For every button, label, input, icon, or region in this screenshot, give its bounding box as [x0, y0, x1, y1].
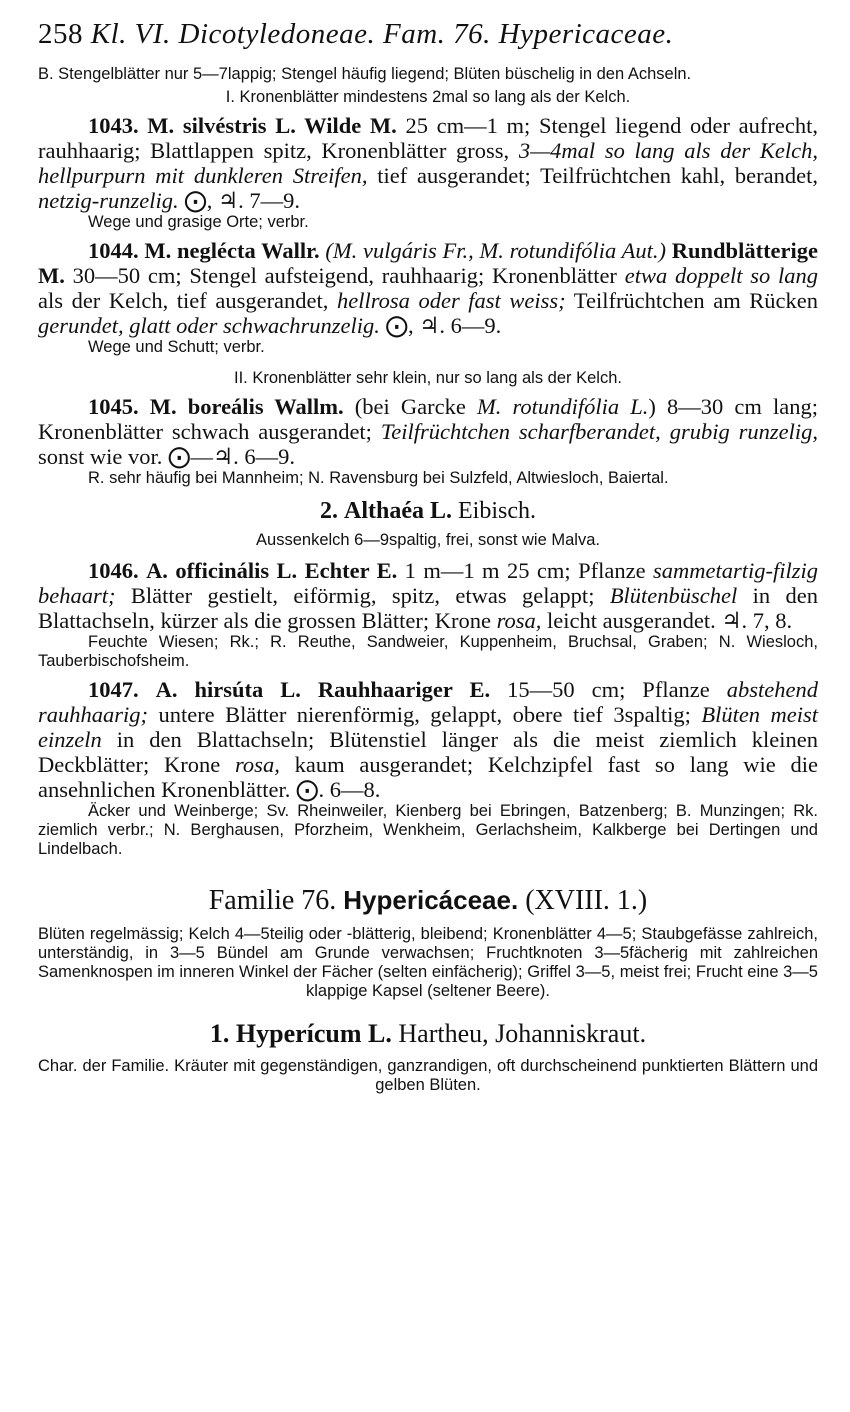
- section-b-heading: B. Stengelblätter nur 5—7lappig; Stengel häufig liegend; Blüten büschelig in den Achseln.: [38, 65, 692, 83]
- genus-description-hypericum: Char. der Familie. Kräuter mit gegenständigen, ganzrandigen, oft durchscheinend punktierten Blättern und gelben Blüten.: [38, 1057, 818, 1094]
- header-title: Kl. VI. Dicotyledoneae. Fam. 76. Hypericaceae.: [90, 18, 674, 50]
- species-entry-1046: 1046. A. officinális L. Echter E. 1 m—1 m 25 cm; Pflanze sammetartig-filzig behaart; Blätter gestielt, eiförmig, spitz, etwas gelappt; Blütenbüschel in den Blattachseln, kürzer als die grossen Blätter; Krone rosa, leicht ausgerandet. ♃. 7, 8.: [38, 558, 819, 633]
- subsection-heading-1: I. Kronenblätter mindestens 2mal so lang als der Kelch.: [225, 88, 631, 106]
- species-name: A. officinális L. Echter E.: [146, 558, 398, 583]
- family-heading: Familie 76. Hypericáceae. (XVIII. 1.): [208, 885, 648, 916]
- genus-name: Althaéa L.: [344, 498, 452, 524]
- species-entry-1047: 1047. A. hirsúta L. Rauhhaariger E. 15—50 cm; Pflanze abstehend rauhhaarig; untere Blätter nierenförmig, gelappt, obere tief 3spaltig; Blüten meist einzeln in den Blattachseln; Blütenstiel länger als die meist ziemlich kleinen Deckblätter; Krone rosa, kaum ausgerandet; Kelchzipfel fast so lang wie die ansehnlichen Kronenblätter. ⨀. 6—8.: [38, 677, 818, 802]
- book-page: [38, 18, 818, 1095]
- genus-heading-althaea: 2. Althaéa L. Eibisch.: [320, 498, 536, 524]
- family-description: Blüten regelmässig; Kelch 4—5teilig oder -blätterig, bleibend; Kronenblätter 4—5; Staubgefässe zahlreich, unterständig, in 3—5 Bündel am Grunde verwachsen; Fruchtknoten 3—5fächerig mit zahlreichen Samenknospen im inneren Winkel der Fächer (selten einfächerig); Griffel 3—5, meist frei; Frucht eine 3—5 klappige Kapsel (seltener Beere).: [38, 925, 818, 1000]
- page-number: 258: [38, 18, 83, 50]
- species-entry-1044: 1044. M. neglécta Wallr. (M. vulgáris Fr., M. rotundifólia Aut.) Rundblätterige M. 30—50 cm; Stengel aufsteigend, rauhhaarig; Kronenblätter etwa doppelt so lang als der Kelch, tief ausgerandet, hellrosa oder fast weiss; Teilfrüchtchen am Rücken gerundet, glatt oder schwachrunzelig. ⨀, ♃. 6—9.: [38, 238, 819, 338]
- genus-name: Hyperícum L.: [235, 1019, 392, 1048]
- habitat-1044: Wege und Schutt; verbr.: [88, 338, 265, 356]
- running-header: [38, 18, 818, 51]
- genus-description-althaea: Aussenkelch 6—9spaltig, frei, sonst wie Malva.: [256, 531, 600, 549]
- species-name: M. boreális Wallm.: [149, 394, 344, 419]
- family-name: Hypericáceae.: [343, 885, 519, 915]
- habitat-1047: Äcker und Weinberge; Sv. Rheinweiler, Kienberg bei Ebringen, Batzenberg; B. Munzingen; Rk. ziemlich verbr.; N. Berghausen, Pforzheim, Wenkheim, Gerlachsheim, Kalkberge bei Dertingen und Lindelbach.: [38, 802, 818, 858]
- species-entry-1043: 1043. M. silvéstris L. Wilde M. 25 cm—1 m; Stengel liegend oder aufrecht, rauhhaarig; Blattlappen spitz, Kronenblätter gross, 3—4mal so lang als der Kelch, hellpurpurn mit dunkleren Streifen, tief ausgerandet; Teilfrüchtchen kahl, berandet, netzig-runzelig. ⨀, ♃. 7—9.: [38, 113, 818, 213]
- habitat-1046: Feuchte Wiesen; Rk.; R. Reuthe, Sandweier, Kuppenheim, Bruchsal, Graben; N. Wiesloch, Tauberbischofsheim.: [38, 633, 818, 670]
- species-name: A. hirsúta L. Rauhhaariger E.: [155, 677, 491, 702]
- species-entry-1045: 1045. M. boreális Wallm. (bei Garcke M. rotundifólia L.) 8—30 cm lang; Kronenblätter schwach ausgerandet; Teilfrüchtchen scharfberandet, grubig runzelig, sonst wie vor. ⨀—♃. 6—9.: [38, 394, 818, 469]
- species-name: M. neglécta Wallr.: [144, 238, 320, 263]
- habitat-1045: R. sehr häufig bei Mannheim; N. Ravensburg bei Sulzfeld, Altwiesloch, Baiertal.: [88, 469, 669, 487]
- species-name: M. silvéstris L. Wilde M.: [147, 113, 397, 138]
- genus-heading-hypericum: 1. Hyperícum L. Hartheu, Johanniskraut.: [209, 1019, 647, 1048]
- subsection-heading-2: II. Kronenblätter sehr klein, nur so lang als der Kelch.: [234, 369, 622, 387]
- habitat-1043: Wege und grasige Orte; verbr.: [88, 213, 309, 231]
